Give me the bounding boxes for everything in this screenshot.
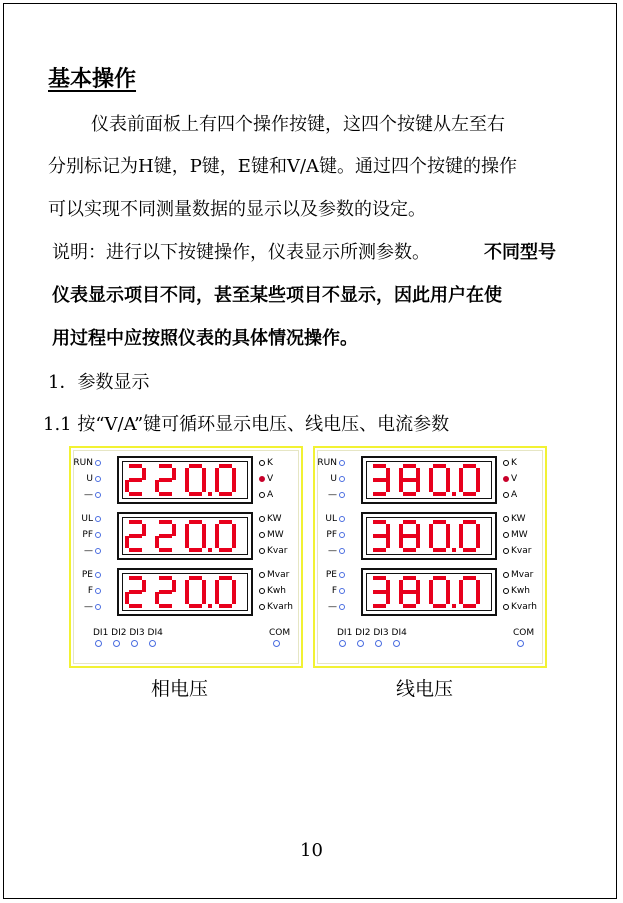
segment <box>202 536 206 548</box>
segment <box>129 534 142 538</box>
led-dot-icon <box>503 604 509 610</box>
segment <box>202 524 206 536</box>
terminal-dot-icon <box>357 640 364 647</box>
led-dot-icon <box>95 588 101 594</box>
led-dot-icon <box>339 476 345 482</box>
caption-line-voltage: 线电压 <box>396 678 454 700</box>
indicator-text: PE <box>325 570 337 580</box>
segment <box>125 536 129 548</box>
segment <box>373 492 386 496</box>
segment <box>202 468 206 480</box>
segment <box>459 468 463 480</box>
segment <box>416 480 420 492</box>
indicator-label-left <box>317 602 347 612</box>
segment <box>202 580 206 592</box>
indicator-label-right <box>257 458 273 468</box>
indicator-text: Mvar <box>267 570 290 580</box>
indicator-text: V <box>267 474 274 484</box>
segment <box>189 604 202 608</box>
segment <box>202 480 206 492</box>
segment <box>129 492 142 496</box>
segment <box>463 576 476 580</box>
indicator-text: K <box>267 458 273 468</box>
segment <box>159 548 172 552</box>
indicator-label-right <box>501 458 517 468</box>
indicator-text: PE <box>81 570 93 580</box>
segment <box>172 468 176 480</box>
terminal-dot-icon <box>113 640 120 647</box>
segment <box>189 548 202 552</box>
indicator-label-right <box>501 490 517 500</box>
indicator-label-left <box>73 490 103 500</box>
section-heading: 基本操作 <box>48 66 137 92</box>
display-reading <box>119 458 251 502</box>
indicator-text: KW <box>511 514 526 524</box>
segment <box>446 580 450 592</box>
led-dot-icon <box>339 532 345 538</box>
indicator-text: — <box>328 602 337 612</box>
indicator-label-right <box>257 602 293 612</box>
segment <box>433 576 446 580</box>
segment <box>373 590 386 594</box>
indicator-text: PF <box>82 530 93 540</box>
segment <box>476 524 480 536</box>
segment <box>429 580 433 592</box>
indicator-text: Kvar <box>267 546 288 556</box>
segment <box>189 464 202 468</box>
indicator-text: RUN <box>73 458 93 468</box>
segment <box>373 464 386 468</box>
led-dot-icon <box>95 476 101 482</box>
indicator-label-left <box>317 586 347 596</box>
segment <box>459 536 463 548</box>
segment <box>189 520 202 524</box>
led-dot-icon <box>259 516 265 522</box>
terminal-dot-icon <box>131 640 138 647</box>
segment <box>189 576 202 580</box>
segment <box>386 580 390 592</box>
segment <box>429 524 433 536</box>
com-label: COM <box>513 628 535 638</box>
segment <box>433 548 446 552</box>
terminal-dot-icon <box>149 640 156 647</box>
indicator-label-left <box>317 474 347 484</box>
indicator-text: Kvarh <box>511 602 537 612</box>
segment <box>386 536 390 548</box>
led-dot-icon <box>503 460 509 466</box>
segment <box>459 592 463 604</box>
display-reading <box>363 514 495 558</box>
indicator-label-left <box>317 490 347 500</box>
display-reading <box>119 570 251 614</box>
seven-segment-display <box>361 568 497 616</box>
led-dot-icon <box>503 516 509 522</box>
indicator-text: Kwh <box>267 586 286 596</box>
segment <box>129 464 142 468</box>
segment <box>219 492 232 496</box>
segment <box>159 478 172 482</box>
segment <box>399 580 403 592</box>
segment <box>185 592 189 604</box>
segment <box>416 536 420 548</box>
led-dot-icon <box>259 476 265 482</box>
meter-panel-phase-voltage <box>69 446 303 668</box>
indicator-text: Mvar <box>511 570 534 580</box>
indicator-text: V <box>511 474 518 484</box>
indicator-label-right <box>501 530 528 540</box>
segment <box>125 592 129 604</box>
segment <box>429 468 433 480</box>
segment <box>155 480 159 492</box>
led-dot-icon <box>95 604 101 610</box>
indicator-text: — <box>84 490 93 500</box>
paragraph-line-1: 仪表前面板上有四个操作按键，这四个按键从左至右 <box>91 114 505 135</box>
seven-segment-display <box>117 512 253 560</box>
seven-segment-display <box>361 456 497 504</box>
segment <box>386 592 390 604</box>
segment <box>399 536 403 548</box>
led-dot-icon <box>339 548 345 554</box>
segment <box>433 464 446 468</box>
indicator-label-left <box>317 514 347 524</box>
indicator-label-right <box>257 546 287 556</box>
indicator-label-left <box>73 530 103 540</box>
segment <box>386 524 390 536</box>
com-label: COM <box>269 628 291 638</box>
segment <box>463 464 476 468</box>
led-dot-icon <box>339 604 345 610</box>
indicator-text: U <box>86 474 93 484</box>
segment <box>129 548 142 552</box>
segment <box>403 534 416 538</box>
indicator-label-left <box>73 458 103 468</box>
indicator-text: — <box>84 546 93 556</box>
indicator-text: PF <box>326 530 337 540</box>
note-line-1b: 不同型号 <box>484 242 556 263</box>
segment <box>373 520 386 524</box>
display-reading <box>363 570 495 614</box>
segment <box>232 580 236 592</box>
segment <box>459 524 463 536</box>
segment <box>189 492 202 496</box>
indicator-text: K <box>511 458 517 468</box>
meter-panel-line-voltage <box>313 446 547 668</box>
indicator-label-right <box>501 546 531 556</box>
terminal-dot-icon <box>95 640 102 647</box>
segment <box>373 548 386 552</box>
decimal-point <box>452 492 456 496</box>
segment <box>416 580 420 592</box>
led-dot-icon <box>503 588 509 594</box>
segment <box>219 576 232 580</box>
segment <box>159 576 172 580</box>
indicator-text: F <box>87 586 93 596</box>
segment <box>155 536 159 548</box>
indicator-label-right <box>501 602 537 612</box>
segment <box>159 464 172 468</box>
segment <box>185 580 189 592</box>
note-line-1a: 说明：进行以下按键操作，仪表显示所测参数。 <box>52 242 430 263</box>
seven-segment-display <box>117 568 253 616</box>
segment <box>185 536 189 548</box>
indicator-text: UL <box>81 514 93 524</box>
segment <box>129 478 142 482</box>
segment <box>416 524 420 536</box>
segment <box>215 468 219 480</box>
indicator-label-left <box>73 514 103 524</box>
segment <box>142 468 146 480</box>
led-dot-icon <box>503 476 509 482</box>
seven-segment-display <box>117 456 253 504</box>
segment <box>159 604 172 608</box>
segment <box>429 480 433 492</box>
segment <box>219 604 232 608</box>
indicator-label-right <box>257 570 289 580</box>
indicator-text: Kvarh <box>267 602 293 612</box>
indicator-text: MW <box>267 530 284 540</box>
indicator-text: — <box>84 602 93 612</box>
segment <box>159 492 172 496</box>
segment <box>129 520 142 524</box>
indicator-text: MW <box>511 530 528 540</box>
segment <box>185 480 189 492</box>
indicator-label-right <box>501 474 517 484</box>
segment <box>433 604 446 608</box>
led-dot-icon <box>503 572 509 578</box>
indicator-label-right <box>501 586 530 596</box>
segment <box>403 492 416 496</box>
segment <box>416 592 420 604</box>
segment <box>172 580 176 592</box>
segment <box>155 592 159 604</box>
segment <box>219 520 232 524</box>
segment <box>232 524 236 536</box>
segment <box>185 524 189 536</box>
indicator-label-right <box>257 530 284 540</box>
indicator-label-left <box>73 474 103 484</box>
segment <box>232 468 236 480</box>
segment <box>172 524 176 536</box>
segment <box>476 468 480 480</box>
segment <box>433 520 446 524</box>
led-dot-icon <box>95 492 101 498</box>
segment <box>433 492 446 496</box>
segment <box>219 548 232 552</box>
segment <box>403 548 416 552</box>
terminal-dot-icon <box>393 640 400 647</box>
note-line-3: 用过程中应按照仪表的具体情况操作。 <box>52 328 358 349</box>
decimal-point <box>208 548 212 552</box>
terminal-dot-icon <box>375 640 382 647</box>
segment <box>403 520 416 524</box>
segment <box>403 590 416 594</box>
led-dot-icon <box>503 492 509 498</box>
segment <box>129 590 142 594</box>
digital-input-labels: DI1 DI2 DI3 DI4 <box>337 628 407 638</box>
led-dot-icon <box>259 588 265 594</box>
indicator-label-left <box>317 546 347 556</box>
led-dot-icon <box>95 572 101 578</box>
indicator-label-left <box>317 458 347 468</box>
led-dot-icon <box>339 516 345 522</box>
indicator-label-right <box>501 570 533 580</box>
segment <box>386 480 390 492</box>
indicator-text: F <box>331 586 337 596</box>
segment <box>373 534 386 538</box>
led-dot-icon <box>259 492 265 498</box>
led-dot-icon <box>339 572 345 578</box>
led-dot-icon <box>259 572 265 578</box>
terminal-dot-icon <box>517 640 524 647</box>
segment <box>429 536 433 548</box>
indicator-text: U <box>330 474 337 484</box>
segment <box>373 478 386 482</box>
indicator-label-right <box>257 514 281 524</box>
segment <box>159 590 172 594</box>
indicator-text: — <box>328 490 337 500</box>
segment <box>159 534 172 538</box>
segment <box>142 524 146 536</box>
indicator-label-right <box>257 490 273 500</box>
paragraph-line-3: 可以实现不同测量数据的显示以及参数的设定。 <box>48 199 426 220</box>
section-1-title: 1．参数显示 <box>48 372 150 393</box>
led-dot-icon <box>95 548 101 554</box>
segment <box>446 468 450 480</box>
segment <box>125 480 129 492</box>
indicator-label-right <box>257 586 286 596</box>
segment <box>215 592 219 604</box>
led-dot-icon <box>95 532 101 538</box>
indicator-text: UL <box>325 514 337 524</box>
segment <box>386 468 390 480</box>
indicator-label-left <box>73 586 103 596</box>
led-dot-icon <box>259 604 265 610</box>
segment <box>403 478 416 482</box>
segment <box>403 604 416 608</box>
segment <box>185 468 189 480</box>
note-line-2: 仪表显示项目不同，甚至某些项目不显示，因此用户在使 <box>52 285 502 306</box>
led-dot-icon <box>503 532 509 538</box>
segment <box>142 580 146 592</box>
segment <box>446 536 450 548</box>
indicator-label-left <box>317 530 347 540</box>
indicator-text: Kvar <box>511 546 532 556</box>
led-dot-icon <box>259 532 265 538</box>
segment <box>202 592 206 604</box>
segment <box>476 580 480 592</box>
seven-segment-display <box>361 512 497 560</box>
indicator-label-left <box>73 602 103 612</box>
segment <box>159 520 172 524</box>
segment <box>446 592 450 604</box>
segment <box>399 592 403 604</box>
indicator-label-right <box>501 514 525 524</box>
led-dot-icon <box>259 548 265 554</box>
indicator-text: Kwh <box>511 586 530 596</box>
decimal-point <box>452 548 456 552</box>
segment <box>446 524 450 536</box>
segment <box>429 592 433 604</box>
segment <box>476 536 480 548</box>
segment <box>215 580 219 592</box>
segment <box>215 536 219 548</box>
segment <box>476 592 480 604</box>
decimal-point <box>452 604 456 608</box>
segment <box>399 480 403 492</box>
segment <box>232 480 236 492</box>
segment <box>476 480 480 492</box>
decimal-point <box>208 492 212 496</box>
indicator-label-left <box>73 570 103 580</box>
led-dot-icon <box>259 460 265 466</box>
segment <box>373 604 386 608</box>
indicator-text: A <box>267 490 274 500</box>
section-1-1-text: 1.1 按“V/A”键可循环显示电压、线电压、电流参数 <box>43 414 450 435</box>
segment <box>403 576 416 580</box>
indicator-label-left <box>73 546 103 556</box>
led-dot-icon <box>339 588 345 594</box>
segment <box>232 536 236 548</box>
caption-phase-voltage: 相电压 <box>151 678 209 700</box>
led-dot-icon <box>339 492 345 498</box>
segment <box>129 576 142 580</box>
segment <box>399 524 403 536</box>
led-dot-icon <box>503 548 509 554</box>
display-reading <box>363 458 495 502</box>
digital-input-labels: DI1 DI2 DI3 DI4 <box>93 628 163 638</box>
terminal-dot-icon <box>339 640 346 647</box>
led-dot-icon <box>95 460 101 466</box>
segment <box>446 480 450 492</box>
segment <box>215 480 219 492</box>
indicator-text: A <box>511 490 518 500</box>
segment <box>215 524 219 536</box>
segment <box>463 492 476 496</box>
segment <box>129 604 142 608</box>
segment <box>463 548 476 552</box>
segment <box>219 464 232 468</box>
segment <box>416 468 420 480</box>
indicator-label-right <box>257 474 273 484</box>
led-dot-icon <box>339 460 345 466</box>
segment <box>463 520 476 524</box>
segment <box>373 576 386 580</box>
page-number: 10 <box>300 840 323 861</box>
indicator-text: RUN <box>317 458 337 468</box>
segment <box>459 480 463 492</box>
decimal-point <box>208 604 212 608</box>
led-dot-icon <box>95 516 101 522</box>
terminal-dot-icon <box>273 640 280 647</box>
paragraph-line-2: 分别标记为H键，P键，E键和V/A键。通过四个按键的操作 <box>48 156 518 177</box>
segment <box>463 604 476 608</box>
segment <box>403 464 416 468</box>
segment <box>459 580 463 592</box>
display-reading <box>119 514 251 558</box>
indicator-label-left <box>317 570 347 580</box>
indicator-text: KW <box>267 514 282 524</box>
segment <box>399 468 403 480</box>
segment <box>232 592 236 604</box>
indicator-text: — <box>328 546 337 556</box>
